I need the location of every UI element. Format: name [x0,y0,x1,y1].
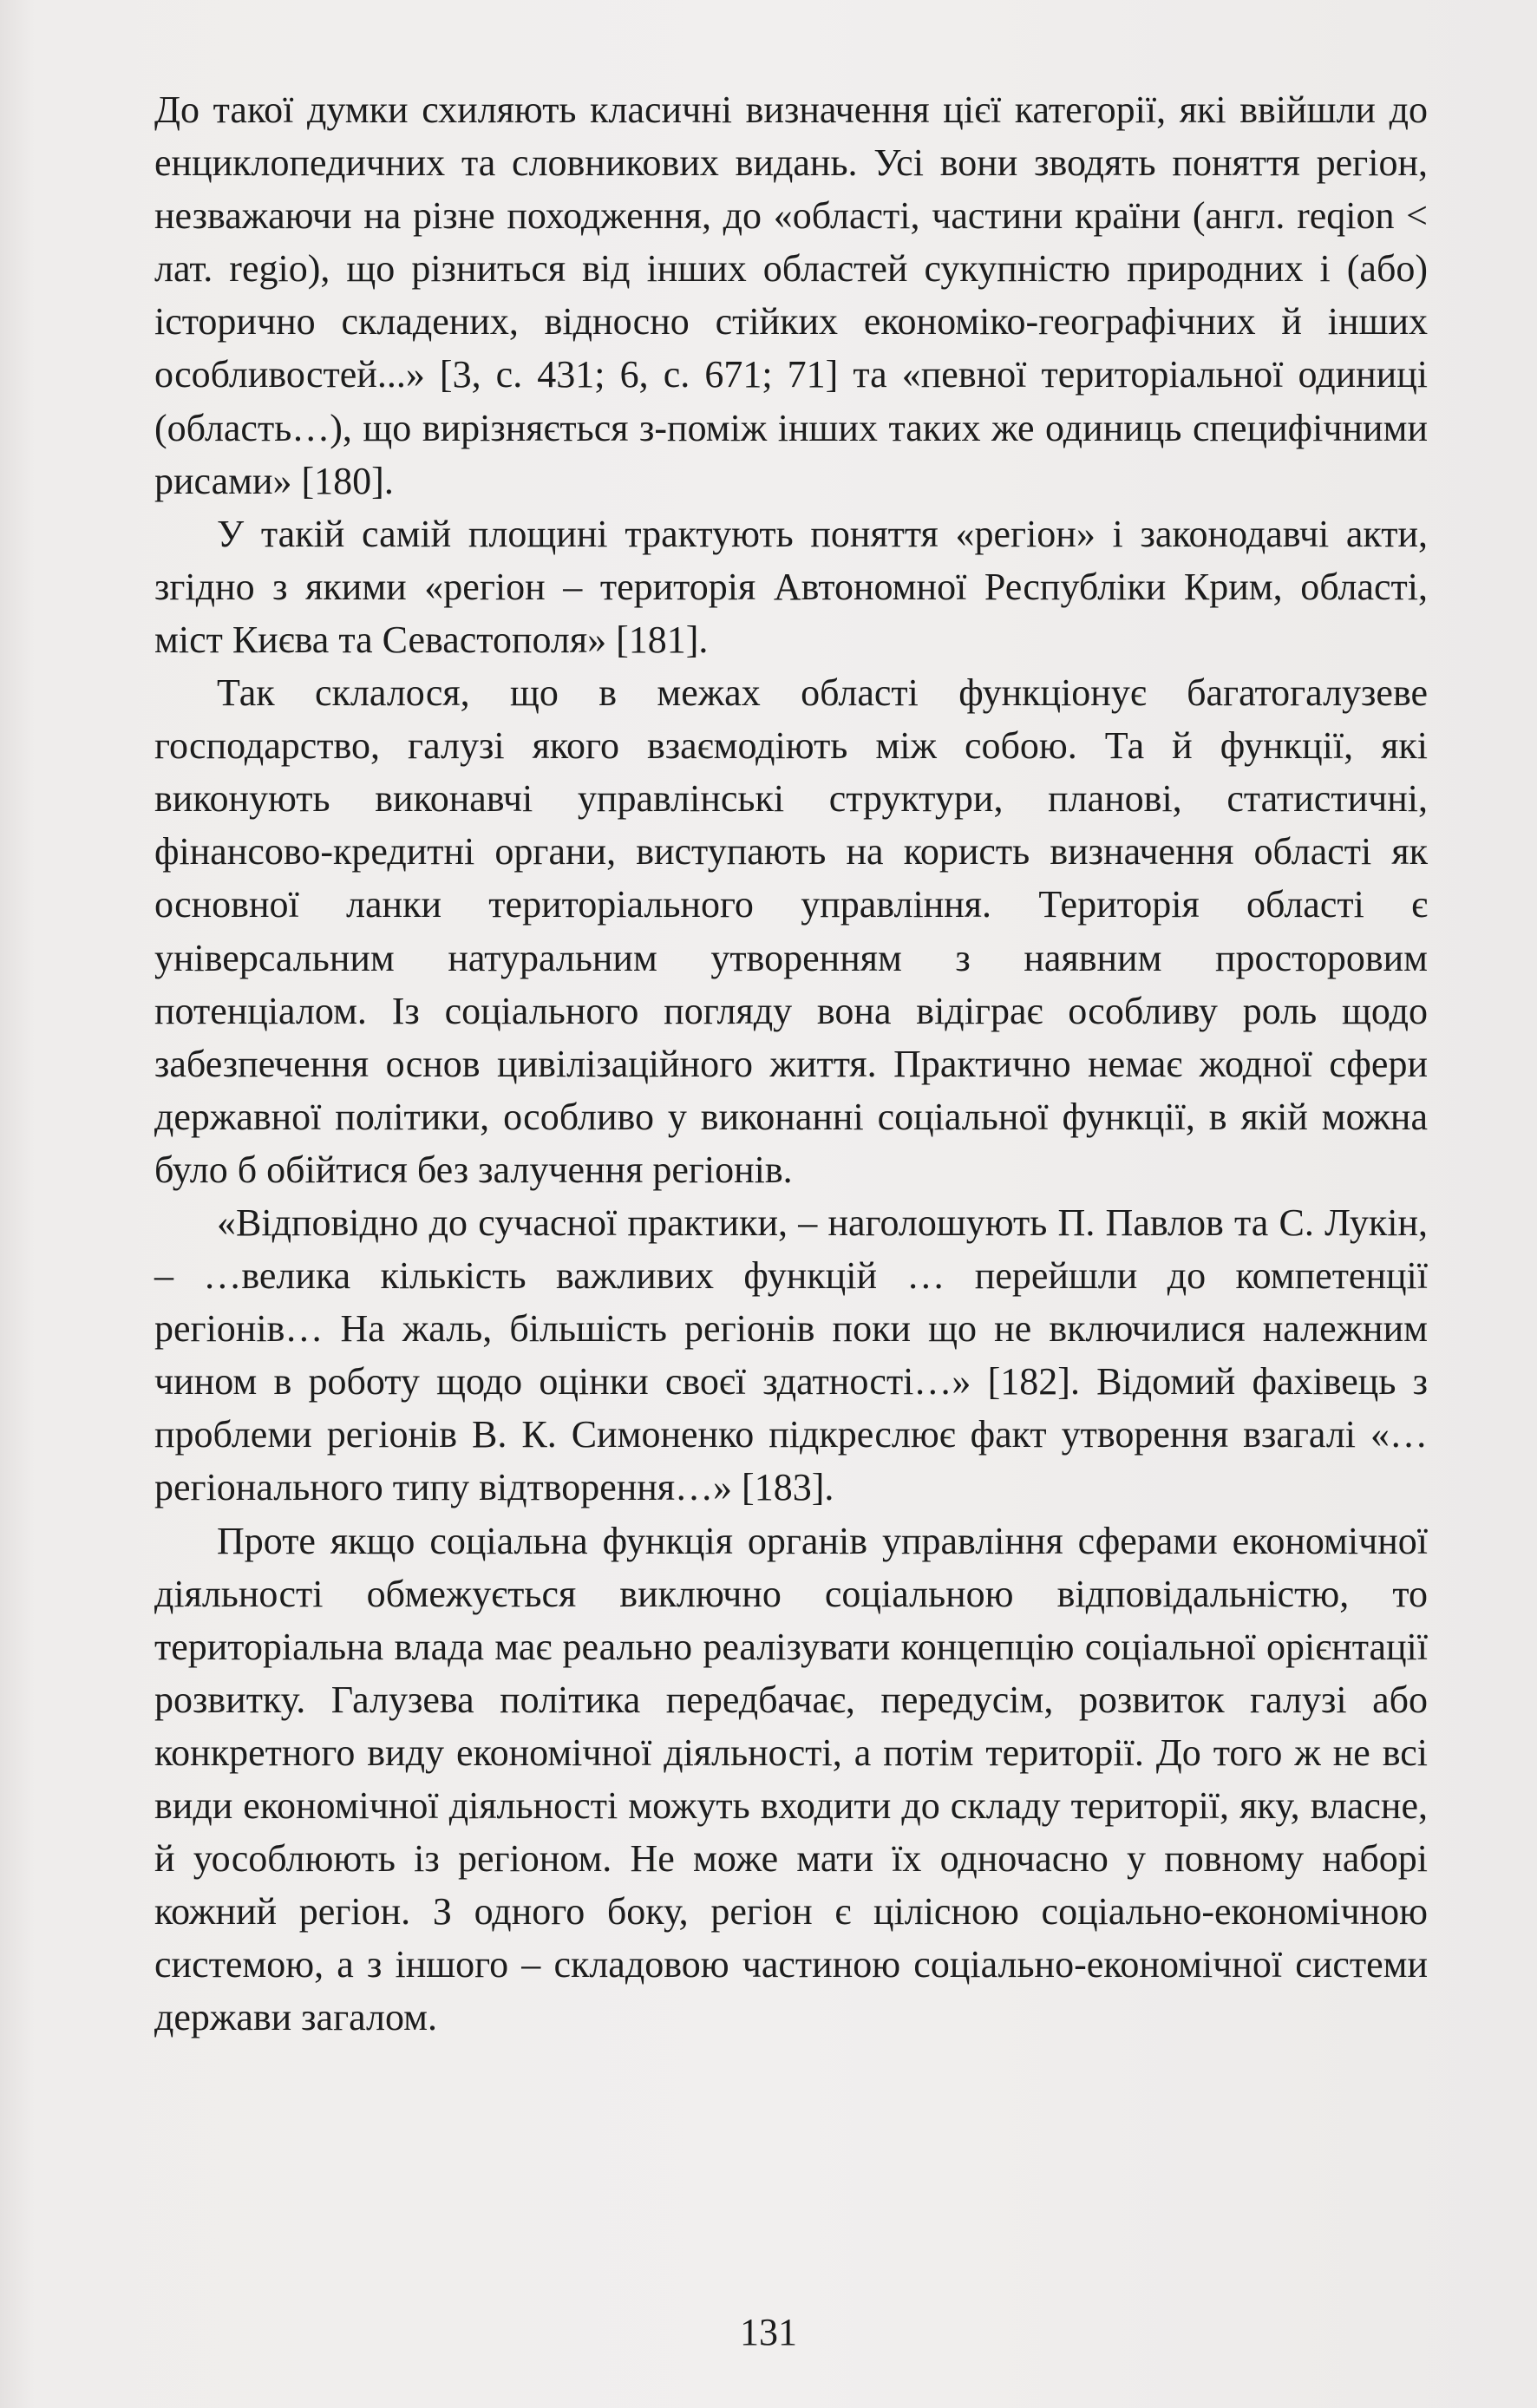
paragraph-2: У такій самій площині трактують поняття «регіон» і законодавчі акти, згідно з якими «регіон – територія Автономної Республіки Крим, області, міст Києва та Севастополя» [181]. [154,512,1428,661]
paragraph-3: Так склалося, що в межах області функціонує багатогалузеве господарство, галузі якого взаємодіють між собою. Та й функції, які виконують виконавчі управлінські структури, планові, статистичні, фінансово-кредитні органи, виступають на користь визначення області як основної ланки територіального управління. Територія області є універсальним натуральним утворенням з наявним просторовим потенціалом. Із соціального погляду вона відіграє особливу роль щодо забезпечення основ цивілізаційного життя. Практично немає жодної сфери державної політики, особливо у виконанні соціальної функції, в якій можна було б обійтися без залучення регіонів. [154,671,1428,1191]
paragraph-4: «Відповідно до сучасної практики, – наголошують П. Павлов та С. Лукін, – …велика кількість важливих функцій … перейшли до компетенції регіонів… На жаль, більшість регіонів поки що не включилися належним чином в роботу щодо оцінки своєї здатності…» [182]. Відомий фахівець з проблеми регіонів В. К. Симоненко підкреслює факт утворення взагалі «…регіонального типу відтворення…» [183]. [154,1201,1428,1509]
body-text [154,83,1428,2044]
paragraph-5: Проте якщо соціальна функція органів управління сферами економічної діяльності обмежується виключно соціальною відповідальністю, то територіальна влада має реально реалізувати концепцію соціальної орієнтації розвитку. Галузева політика передбачає, передусім, розвиток галузі або конкретного виду економічної діяльності, а потім території. До того ж не всі види економічної діяльності можуть входити до складу території, яку, власне, й уособлюють із регіоном. Не може мати їх одночасно у повному наборі кожний регіон. З одного боку, регіон є цілісною соціально-економічною системою, а з іншого – складовою частиною соціально-економічної системи держави загалом. [154,1519,1428,2039]
page-number: 131 [740,2311,797,2353]
paragraph-1: До такої думки схиляють класичні визначення цієї категорії, які ввійшли до енциклопедичних та словникових видань. Усі вони зводять поняття регіон, незважаючи на різне походження, до «області, частини країни (англ. reqion < лат. regio), що різниться від інших областей сукупністю природних і (або) історично складених, відносно стійких економіко-географічних й інших особливостей...» [3, с. 431; 6, с. 671; 71] та «певної територіальної одиниці (область…), що вирізняється з-поміж інших таких же одиниць специфічними рисами» [180]. [154,88,1428,502]
